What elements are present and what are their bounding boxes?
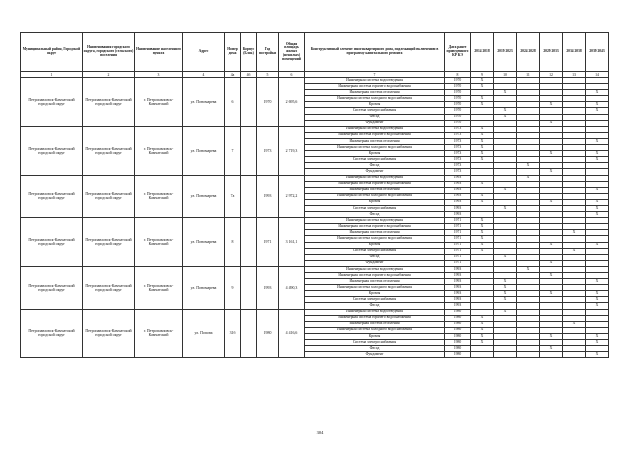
col-num: 7 [305,72,445,78]
period-mark-cell: X [494,291,517,297]
element-cell: Инженерная система водоотведения [305,309,445,315]
period-mark-cell: X [540,260,563,266]
element-cell: Система электроснабжения [305,248,445,254]
period-mark-cell: X [471,315,494,321]
period-mark-cell: X [471,236,494,242]
col-num: 4 [183,72,225,78]
element-cell: Система электроснабжения [305,157,445,163]
col-num: 14 [586,72,609,78]
house-number-cell: 8 [225,218,241,267]
period-mark-cell: X [471,321,494,327]
period-mark-cell: X [471,126,494,132]
program-sheet [20,32,608,358]
prev-repair-date-cell: 1971 [445,224,471,230]
prev-repair-date-cell: 1971 [445,260,471,266]
period-mark-cell: X [471,96,494,102]
house-number-cell: 6 [225,78,241,127]
district-cell: Петропавловск-Камчатский городской округ [21,78,83,127]
period-mark-cell: X [540,346,563,352]
settlement-cell: Петропавловск-Камчатский городской округ [83,309,135,358]
prev-repair-date-cell: 1993 [445,297,471,303]
col-num: 5 [257,72,279,78]
block-cell [241,218,257,267]
element-cell: Инженерная система горячего водоснабжения [305,273,445,279]
prev-repair-date-cell: 1993 [445,303,471,309]
block-cell [241,266,257,309]
prev-repair-date-cell: 1971 [445,242,471,248]
period-mark-cell: X [586,340,609,346]
period-mark-cell: X [471,340,494,346]
col-num: 9 [471,72,494,78]
prev-repair-date-cell: 1980 [445,309,471,315]
element-cell: Кровля [305,102,445,108]
col-num: 8 [445,72,471,78]
house-number-cell: 7а [225,175,241,218]
period-mark-cell: X [563,248,586,254]
period-mark-cell: X [471,132,494,138]
prev-repair-date-cell: 1993 [445,212,471,218]
prev-repair-date-cell: 1993 [445,266,471,272]
block-cell [241,175,257,218]
prev-repair-date-cell: 1973 [445,138,471,144]
district-cell: Петропавловск-Камчатский городской округ [21,266,83,309]
element-cell: Инженерная система отопления [305,321,445,327]
house-number-cell: 31б [225,309,241,358]
prev-repair-date-cell: 1971 [445,230,471,236]
element-cell: Инженерная система горячего водоснабжения [305,84,445,90]
period-mark-cell: X [540,199,563,205]
period-mark-cell: X [540,333,563,339]
address-cell: ул. Пономарева [183,266,225,309]
period-mark-cell: X [517,175,540,181]
prev-repair-date-cell: 1993 [445,279,471,285]
period-mark-cell: X [471,218,494,224]
col-num: 1 [21,72,83,78]
element-cell: Фасад [305,212,445,218]
element-cell: Инженерная система водоотведения [305,78,445,84]
build-year-cell: 1980 [257,309,279,358]
period-mark-cell: X [563,230,586,236]
period-mark-cell: X [517,163,540,169]
prev-repair-date-cell: 1973 [445,169,471,175]
col-num: 2 [83,72,135,78]
period-mark-cell: X [471,193,494,199]
period-mark-cell: X [494,205,517,211]
period-mark-cell: X [471,78,494,84]
period-mark-cell [540,352,563,358]
header-period-3: 2024 2028 [517,33,540,72]
period-mark-cell: X [494,279,517,285]
element-cell: Инженерная система водоотведения [305,126,445,132]
element-cell: Кровля [305,242,445,248]
col-num: 3 [135,72,183,78]
prev-repair-date-cell: 1971 [445,218,471,224]
period-mark-cell: X [586,303,609,309]
prev-repair-date-cell: 1980 [445,321,471,327]
locality-cell: г. Петропавловск-Камчатский [135,266,183,309]
period-mark-cell: X [586,297,609,303]
period-mark-cell: X [586,102,609,108]
prev-repair-date-cell: 1971 [445,254,471,260]
locality-cell: г. Петропавловск-Камчатский [135,126,183,175]
element-cell: Инженерная система холодного водоснабжения [305,285,445,291]
period-mark-cell: X [586,279,609,285]
period-mark-cell: X [586,108,609,114]
element-cell: Система электроснабжения [305,205,445,211]
col-num: 10 [494,72,517,78]
period-mark-cell: X [471,248,494,254]
header-house: Номер дома [225,33,241,72]
header-row [21,33,609,72]
header-locality: Наименование населенного пункта [135,33,183,72]
settlement-cell: Петропавловск-Камчатский городской округ [83,78,135,127]
prev-repair-date-cell: 1980 [445,352,471,358]
element-cell: Инженерная система отопления [305,187,445,193]
prev-repair-date-cell: 1970 [445,96,471,102]
period-mark-cell: X [494,254,517,260]
settlement-cell: Петропавловск-Камчатский городской округ [83,126,135,175]
col-num: 11 [517,72,540,78]
element-cell: Инженерная система водоотведения [305,266,445,272]
build-year-cell: 1971 [257,218,279,267]
col-num: 12 [540,72,563,78]
period-mark-cell: X [563,321,586,327]
header-area: Общая площадь жилых (нежилых) помещений [279,33,305,72]
address-cell: ул. Пономарева [183,126,225,175]
prev-repair-date-cell: 1970 [445,90,471,96]
header-year: Год постройки [257,33,279,72]
period-mark-cell: X [471,224,494,230]
period-mark-cell: X [586,90,609,96]
prev-repair-date-cell: 1970 [445,114,471,120]
period-mark-cell: X [494,114,517,120]
prev-repair-date-cell: 1980 [445,315,471,321]
header-element: Конструктивный элемент многоквартирного дома, подлежащий включению в программу капитального ремонта [305,33,445,72]
block-cell [241,126,257,175]
settlement-cell: Петропавловск-Камчатский городской округ [83,175,135,218]
period-mark-cell: X [471,145,494,151]
period-mark-cell: X [586,199,609,205]
prev-repair-date-cell: 1971 [445,248,471,254]
locality-cell: г. Петропавловск-Камчатский [135,175,183,218]
address-cell: ул. Попова [183,309,225,358]
header-block: Корпус (Блок) [241,33,257,72]
period-mark-cell: X [471,230,494,236]
prev-repair-date-cell: 1993 [445,181,471,187]
period-mark-cell: X [586,212,609,218]
col-num: 6 [279,72,305,78]
locality-cell: г. Петропавловск-Камчатский [135,218,183,267]
build-year-cell: 1970 [257,78,279,127]
period-mark-cell: X [586,205,609,211]
element-cell: Фасад [305,163,445,169]
element-cell: Инженерная система холодного водоснабжения [305,327,445,333]
element-cell: Инженерная система отопления [305,90,445,96]
period-mark-cell: X [471,84,494,90]
prev-repair-date-cell: 1973 [445,151,471,157]
header-address: Адрес [183,33,225,72]
prev-repair-date-cell: 1971 [445,236,471,242]
prev-repair-date-cell: 1970 [445,78,471,84]
period-mark-cell: X [494,309,517,315]
period-mark-cell: X [471,138,494,144]
period-mark-cell: X [540,273,563,279]
area-cell: 2 972,2 [279,175,305,218]
period-mark-cell: X [586,333,609,339]
prev-repair-date-cell: 1973 [445,132,471,138]
period-mark-cell: X [540,151,563,157]
period-mark-cell: X [494,187,517,193]
element-cell: Инженерная система холодного водоснабжения [305,96,445,102]
header-period-5: 2034 2038 [563,33,586,72]
prev-repair-date-cell: 1993 [445,187,471,193]
period-mark-cell: X [471,181,494,187]
element-cell: Инженерная система холодного водоснабжения [305,193,445,199]
period-mark-cell: X [586,352,609,358]
element-cell: Система электроснабжения [305,297,445,303]
header-period-6: 2039 2043 [586,33,609,72]
element-cell: Система электроснабжения [305,340,445,346]
settlement-cell: Петропавловск-Камчатский городской округ [83,266,135,309]
block-cell [241,78,257,127]
prev-repair-date-cell: 1970 [445,108,471,114]
address-cell: ул. Пономарева [183,218,225,267]
period-mark-cell: X [586,157,609,163]
prev-repair-date-cell: 1973 [445,163,471,169]
period-mark-cell: X [540,291,563,297]
header-district: Муниципальный район, Городской округ [21,33,83,72]
element-cell: Фундамент [305,120,445,126]
period-mark-cell: X [586,138,609,144]
col-num: 4а [225,72,241,78]
element-cell: Кровля [305,199,445,205]
address-cell: ул. Пономарева [183,78,225,127]
area-cell: 2 719,3 [279,126,305,175]
element-cell: Инженерная система отопления [305,138,445,144]
period-mark-cell [563,352,586,358]
table-body [21,78,609,358]
header-period-1: 2014 2018 [471,33,494,72]
element-cell: Кровля [305,291,445,297]
area-cell: 4 416,6 [279,309,305,358]
period-mark-cell: X [586,291,609,297]
period-mark-cell: X [471,102,494,108]
element-cell: Кровля [305,151,445,157]
prev-repair-date-cell: 1970 [445,84,471,90]
prev-repair-date-cell: 1980 [445,340,471,346]
period-mark-cell: X [586,187,609,193]
element-cell: Инженерная система горячего водоснабжения [305,181,445,187]
period-mark-cell: X [471,199,494,205]
prev-repair-date-cell: 1980 [445,346,471,352]
period-mark-cell: X [540,102,563,108]
element-cell: Инженерная система отопления [305,230,445,236]
element-cell: Фундамент [305,352,445,358]
house-number-cell: 9 [225,266,241,309]
prev-repair-date-cell: 1970 [445,102,471,108]
period-mark-cell [494,352,517,358]
period-mark-cell: X [540,169,563,175]
build-year-cell: 1993 [257,175,279,218]
header-prev-date: Дата ранее проведенного КР КЭ [445,33,471,72]
prev-repair-date-cell: 1973 [445,145,471,151]
period-mark-cell: X [540,120,563,126]
col-num: 4б [241,72,257,78]
area-cell: 4 490,3 [279,266,305,309]
element-cell: Инженерная система холодного водоснабжения [305,236,445,242]
prev-repair-date-cell: 1993 [445,199,471,205]
period-mark-cell: X [494,108,517,114]
element-cell: Фундамент [305,169,445,175]
element-cell: Система электроснабжения [305,108,445,114]
element-cell: Фасад [305,114,445,120]
element-cell: Фасад [305,303,445,309]
prev-repair-date-cell: 1993 [445,193,471,199]
build-year-cell: 1973 [257,126,279,175]
prev-repair-date-cell: 1973 [445,126,471,132]
header-settlement: Наименования городского округа, городского (сельского) поселения [83,33,135,72]
element-cell: Инженерная система отопления [305,279,445,285]
period-mark-cell: X [471,151,494,157]
prev-repair-date-cell: 1973 [445,157,471,163]
element-cell: Инженерная система горячего водоснабжения [305,224,445,230]
period-mark-cell: X [471,242,494,248]
period-mark-cell: X [494,90,517,96]
header-period-4: 2029 2033 [540,33,563,72]
capital-repair-table [20,32,609,358]
period-mark-cell [517,352,540,358]
prev-repair-date-cell: 1993 [445,285,471,291]
element-cell: Инженерная система водоотведения [305,175,445,181]
prev-repair-date-cell: 1980 [445,333,471,339]
period-mark-cell: X [494,297,517,303]
element-cell: Инженерная система горячего водоснабжения [305,132,445,138]
header-period-2: 2019 2023 [494,33,517,72]
element-cell: Инженерная система водоотведения [305,218,445,224]
element-cell: Фасад [305,254,445,260]
area-cell: 2 695,6 [279,78,305,127]
district-cell: Петропавловск-Камчатский городской округ [21,175,83,218]
district-cell: Петропавловск-Камчатский городской округ [21,126,83,175]
element-cell: Фундамент [305,260,445,266]
period-mark-cell: X [540,242,563,248]
page-number: 304 [316,430,324,435]
build-year-cell: 1993 [257,266,279,309]
prev-repair-date-cell: 1980 [445,327,471,333]
element-cell: Фасад [305,346,445,352]
period-mark-cell: X [471,157,494,163]
locality-cell: г. Петропавловск-Камчатский [135,309,183,358]
prev-repair-date-cell: 1993 [445,205,471,211]
prev-repair-date-cell: 1993 [445,273,471,279]
period-mark-cell: X [586,242,609,248]
locality-cell: г. Петропавловск-Камчатский [135,78,183,127]
period-mark-cell: X [586,151,609,157]
period-mark-cell: X [471,327,494,333]
period-mark-cell: X [517,266,540,272]
district-cell: Петропавловск-Камчатский городской округ [21,218,83,267]
period-mark-cell [471,352,494,358]
element-cell: Инженерная система горячего водоснабжения [305,315,445,321]
element-cell: Кровля [305,333,445,339]
settlement-cell: Петропавловск-Камчатский городской округ [83,218,135,267]
element-cell: Инженерная система холодного водоснабжения [305,145,445,151]
block-cell [241,309,257,358]
col-num: 13 [563,72,586,78]
house-number-cell: 7 [225,126,241,175]
district-cell: Петропавловск-Камчатский городской округ [21,309,83,358]
period-mark-cell: X [471,333,494,339]
prev-repair-date-cell: 1993 [445,175,471,181]
address-cell: ул. Пономарева [183,175,225,218]
prev-repair-date-cell: 1993 [445,291,471,297]
prev-repair-date-cell: 1970 [445,120,471,126]
area-cell: 3 161,1 [279,218,305,267]
period-mark-cell: X [494,285,517,291]
